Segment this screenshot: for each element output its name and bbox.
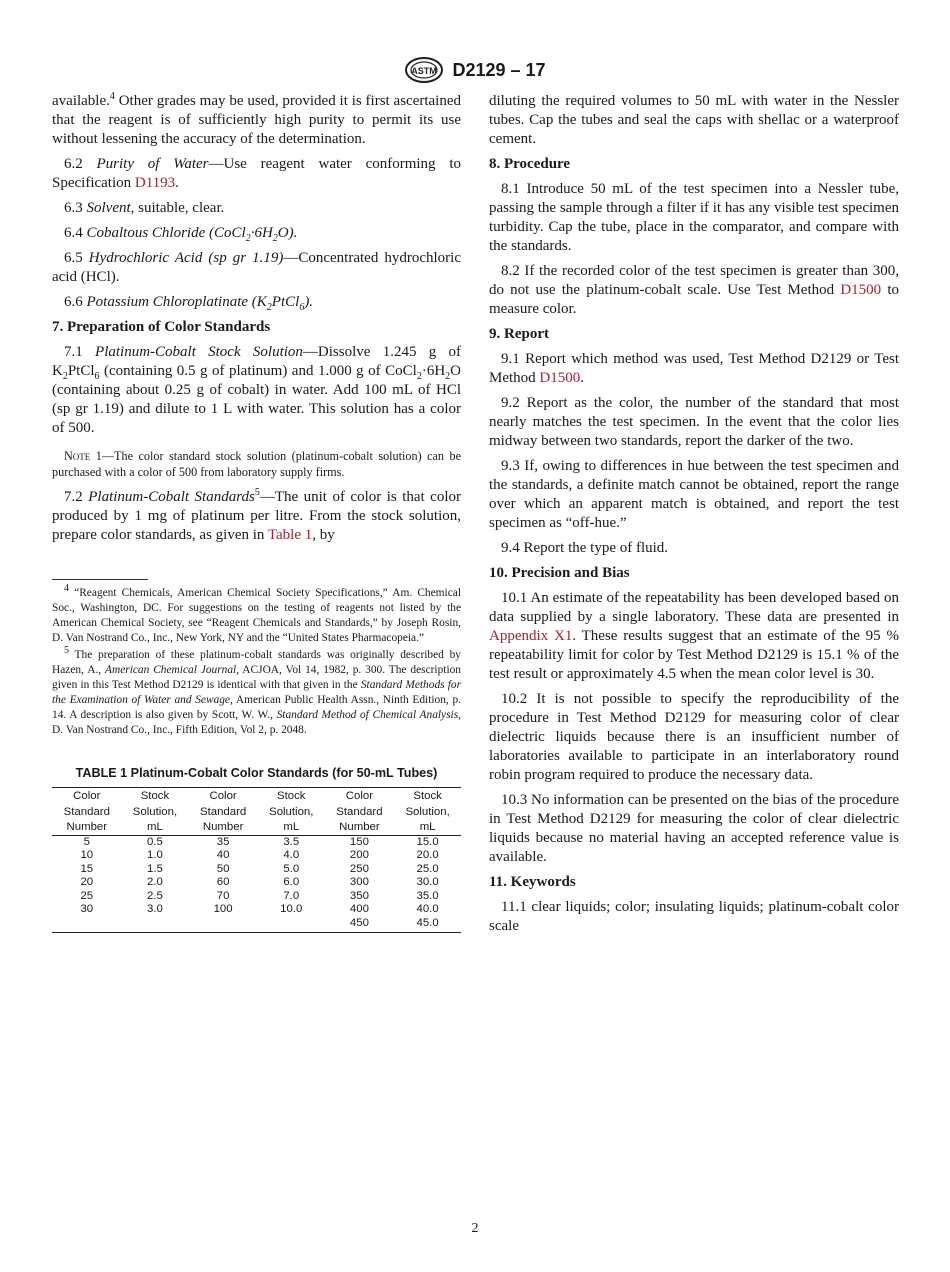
table-header-cell: mL — [122, 819, 189, 835]
section-10-1: 10.1 An estimate of the repeatability has been developed based on data supplied by a single laboratory. These data are presented in Appendix X1. These results suggest that an estimate of the 95 % repeatability limit for color by Test Method D2129 is 15.1 % of the test result or approximately 4.5 when the mean color level is 30. — [489, 590, 899, 682]
link-d1193[interactable]: D1193 — [134, 175, 176, 191]
right-column — [489, 92, 899, 942]
table-cell: 3.5 — [283, 835, 300, 848]
table-cell: 10 — [80, 849, 94, 861]
paragraph-continued: available.$^4$ Other grades may be used, provided it is first ascertained that the reagent is of sufficiently high purity to permit its use without lessening the accuracy of the determination. — [52, 91, 461, 147]
footnote-5: $^5$ The preparation of these platinum-cobalt standards was originally described by Hazen, A., American Chemical Journal, ACJOA, Vol 14, 1982, p. 300. The description given in this Test Method D2129 is identical with that given in the Standard Methods for the Examination of Water and Sewage, American Public Health Assn., Ninth Edition, p. 14. A description is also given by Scott, W. W., Standard Method of Chemical Analysis, D. Van Nostrand Co., Inc., Fifth Edition, Vol 2, p. 2048. — [52, 645, 462, 736]
section-6-3: 6.3 Solvent, suitable, clear. — [64, 200, 225, 216]
table-cell: 25.0 — [416, 862, 439, 875]
table-row — [52, 863, 461, 877]
table-cell: 400 — [349, 903, 369, 915]
table-cell: 0.5 — [147, 835, 163, 848]
table-header-row — [52, 804, 461, 820]
table-cell: 1.5 — [147, 862, 163, 875]
section-7-1: 7.1 Platinum-Cobalt Stock Solution—Dissolve 1.245 g of $K_2PtCl_6$ (containing 0.5 g of platinum) and 1.000 g of $CoCl_2\cdot 6H_2O$ (containing about 0.25 g of cobalt) in water. Add 100 mL of HCl (sp gr 1.19) and dilute to 1 L with water. This solution has a color of 500. — [52, 344, 462, 436]
section-9-1: 9.1 Report which method was used, Test Method D2129 or Test Method D1500. — [489, 351, 899, 386]
section-10-2: 10.2 It is not possible to specify the reproducibility of the procedure in Test Method D2129 for measuring color of clear dielectric liquids because there is an insufficient number of laboratories available to participate in an interlaboratory round robin program required to produce the necessary data. — [489, 691, 899, 783]
section-10-3: 10.3 No information can be presented on the bias of the procedure in Test Method D2129 for measuring the color of clear dielectric liquids because no material having an accepted reference value is available. — [489, 792, 899, 865]
table-row — [52, 903, 461, 917]
section-9-3: 9.3 If, owing to differences in hue between the test specimen and the standards, a definite match cannot be obtained, report the range over which an apparent match is obtained, and report the test specimen as “off-hue.” — [489, 458, 899, 531]
table-cell: 250 — [349, 862, 369, 875]
page-header — [0, 56, 950, 84]
table-cell: 2.5 — [147, 889, 163, 902]
table-cell: 60 — [216, 876, 230, 888]
table-cell: 20.0 — [416, 849, 439, 861]
table-row — [52, 835, 461, 849]
table-header-cell: Standard — [63, 805, 110, 818]
table-cell: 6.0 — [283, 876, 300, 888]
table-header-row — [52, 788, 461, 804]
table-row — [52, 849, 461, 863]
heading-section-8: 8. Procedure — [489, 156, 571, 172]
section-6-5: 6.5 Hydrochloric Acid (sp gr 1.19)—Concentrated hydrochloric acid (HCl). — [52, 250, 462, 285]
table-cell: 1.0 — [147, 849, 163, 861]
link-d1500-report[interactable]: D1500 — [539, 370, 581, 386]
table-cell: 200 — [349, 849, 369, 861]
link-d1500[interactable]: D1500 — [840, 282, 882, 298]
table-1 — [52, 787, 461, 933]
table-cell — [188, 917, 258, 933]
table-cell — [122, 917, 189, 933]
table-header-cell: Color — [325, 788, 395, 804]
table-cell: 10.0 — [280, 903, 303, 915]
heading-section-7: 7. Preparation of Color Standards — [52, 319, 271, 335]
section-8-1: 8.1 Introduce 50 mL of the test specimen into a Nessler tube, passing the sample through a filter if it has any visible test specimen turbidity. Cap the tube, place in the comparator, and compare with the standards. — [489, 181, 899, 254]
table-header-cell: Stock — [394, 788, 461, 804]
section-6-2: 6.2 Purity of Water—Use reagent water conforming to Specification D1193. — [52, 156, 461, 191]
section-8-2: 8.2 If the recorded color of the test specimen is greater than 300, do not use the platinum-cobalt scale. Use Test Method D1500 to measure color. — [489, 263, 900, 317]
table-header-cell: Color — [188, 788, 258, 804]
table-header-cell: Stock — [258, 788, 325, 804]
footnote-4: $^4$ “Reagent Chemicals, American Chemical Society Specifications,” Am. Chemical Soc., Washington, DC. For suggestions on the testing of reagents not listed by the American Chemical Society, see “Reagent Chemicals and Standards,” by Joseph Rosin, D. Van Nostrand Co., Inc., New York, NY and the “United States Pharmacopeia.” — [52, 583, 461, 644]
table-header-cell: Standard — [199, 805, 247, 818]
table-cell: 40.0 — [416, 903, 439, 915]
table-header-cell: Stock — [122, 788, 189, 804]
table-cell: 2.0 — [147, 876, 163, 888]
table-cell: 100 — [213, 903, 233, 915]
heading-section-10: 10. Precision and Bias — [489, 565, 630, 581]
footnote-divider — [52, 579, 148, 580]
section-9-2: 9.2 Report as the color, the number of the standard that most nearly matches the test specimen. In the event that the color lies midway between two standards, report the darker of the two. — [489, 395, 899, 449]
section-6-4: 6.4 Cobaltous Chloride $(CoCl_2\cdot 6H_2O)$. — [64, 225, 298, 244]
table-cell: 15 — [80, 862, 94, 875]
table-header-cell: Number — [325, 819, 395, 835]
table-cell: 350 — [349, 889, 369, 902]
table-cell: 20 — [80, 876, 94, 888]
left-column — [52, 92, 461, 933]
table-cell: 15.0 — [416, 835, 439, 848]
table-cell: 7.0 — [283, 889, 300, 902]
section-11-1: 11.1 clear liquids; color; insulating liquids; platinum-cobalt color scale — [489, 899, 899, 934]
astm-logo-icon — [404, 56, 444, 84]
table-header-cell: Color — [52, 788, 122, 804]
link-table-1[interactable]: Table 1 — [267, 527, 313, 543]
section-7-2: 7.2 Platinum-Cobalt Standards$^5$—The unit of color is that color produced by 1 mg of platinum per litre. From the stock solution, prepare color standards, as given in Table 1, by — [52, 487, 462, 543]
document-code: D2129 – 17 — [452, 59, 546, 80]
table-cell: 35 — [216, 835, 230, 848]
note-1: Note 1—The color standard stock solution (platinum-cobalt solution) can be purchased with a color of 500 from laboratory supply firms. — [52, 449, 461, 479]
table-header-cell: Standard — [336, 805, 383, 818]
table-cell: 5.0 — [283, 862, 300, 875]
table-cell: 70 — [216, 889, 230, 902]
table-cell: 5 — [83, 835, 90, 848]
table-header-cell: Solution, — [269, 805, 314, 818]
table-header-cell: Solution, — [405, 805, 450, 818]
table-1-caption: TABLE 1 Platinum-Cobalt Color Standards (for 50-mL Tubes) — [75, 766, 438, 780]
table-header-cell: Solution, — [132, 805, 178, 818]
table-cell: 300 — [349, 876, 369, 888]
table-cell: 30 — [80, 903, 94, 915]
table-row — [52, 876, 461, 890]
table-header-cell: Number — [188, 819, 258, 835]
link-appendix-x1[interactable]: Appendix X1 — [489, 628, 573, 644]
table-cell — [52, 917, 122, 933]
table-cell: 3.0 — [147, 903, 163, 915]
table-cell — [258, 917, 325, 933]
table-cell: 25 — [80, 889, 94, 902]
page-number: 2 — [471, 1221, 479, 1236]
table-cell: 150 — [349, 835, 369, 848]
table-cell: 4.0 — [283, 849, 300, 861]
heading-section-11: 11. Keywords — [489, 874, 576, 890]
section-9-4: 9.4 Report the type of fluid. — [501, 540, 669, 556]
table-header-cell: mL — [258, 819, 325, 835]
table-row — [52, 890, 461, 904]
logo-text: ASTM — [411, 66, 438, 76]
table-cell: 30.0 — [416, 876, 439, 888]
heading-section-9: 9. Report — [489, 326, 549, 342]
paragraph-continued-right: diluting the required volumes to 50 mL with water in the Nessler tubes. Cap the tubes and seal the caps with shellac or a waterproof cement. — [489, 93, 899, 147]
table-cell: 45.0 — [394, 917, 461, 933]
table-cell: 450 — [325, 917, 395, 933]
table-cell: 35.0 — [416, 889, 439, 902]
table-cell: 50 — [216, 862, 230, 875]
table-header-row — [52, 819, 461, 835]
section-6-6: 6.6 Potassium Chloroplatinate $(K_2PtCl_6)$. — [64, 294, 314, 313]
table-row — [52, 917, 461, 933]
table-cell: 40 — [216, 849, 230, 861]
table-header-cell: mL — [394, 819, 461, 835]
table-header-cell: Number — [52, 819, 122, 835]
